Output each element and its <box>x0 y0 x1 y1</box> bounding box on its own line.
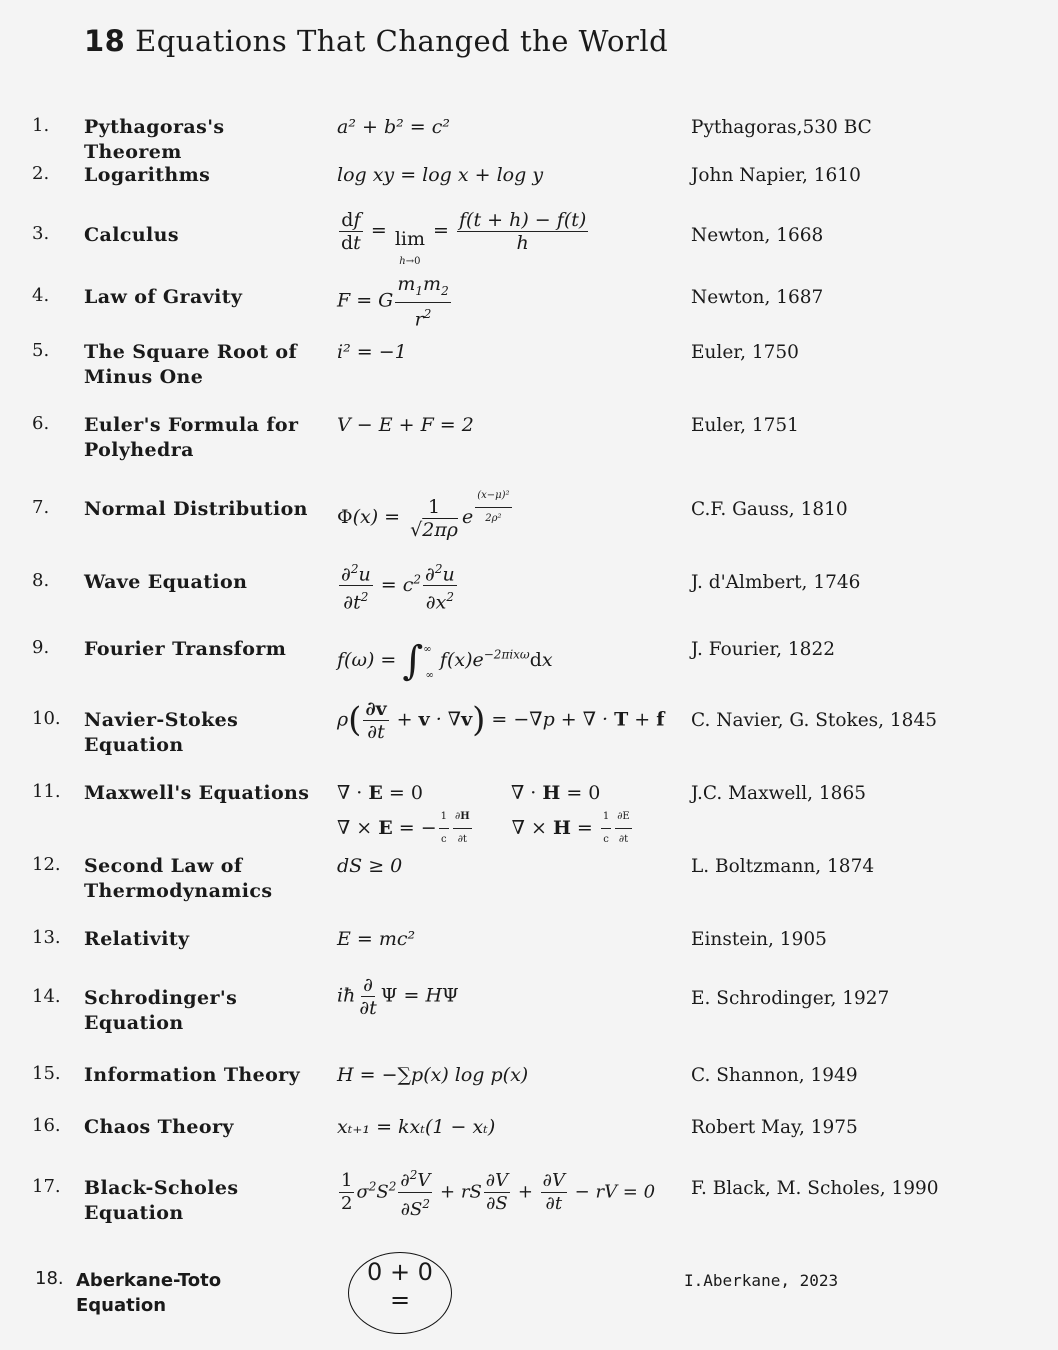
equation-formula: i² = −1 <box>337 341 407 363</box>
equation-credit: E. Schrodinger, 1927 <box>691 988 890 1009</box>
aberkane-toto-formula <box>348 1258 452 1314</box>
equation-credit: Robert May, 1975 <box>691 1117 858 1138</box>
equation-credit: Einstein, 1905 <box>691 929 827 950</box>
equation-formula: iħ $\frac{\partial}{\partial t}$ Ψ = HΨ <box>337 974 459 1019</box>
row-number: 18. <box>35 1268 64 1289</box>
equation-formula: dS ≥ 0 <box>337 855 403 877</box>
row-number: 17. <box>32 1176 61 1197</box>
equation-credit: Newton, 1687 <box>691 287 824 308</box>
equation-name: Relativity <box>84 928 190 950</box>
page-title <box>84 24 668 58</box>
equation-credit: J. Fourier, 1822 <box>691 639 835 660</box>
equation-formula: xₜ₊₁ = kxₜ(1 − xₜ) <box>337 1116 496 1138</box>
equation-credit: I.Aberkane, 2023 <box>684 1271 839 1290</box>
equation-credit: Pythagoras,530 BC <box>691 117 872 138</box>
equation-name: Aberkane-Toto Equation <box>76 1270 222 1316</box>
equation-name: Maxwell's Equations <box>84 782 310 804</box>
equation-credit: J. d'Almbert, 1746 <box>691 572 861 593</box>
row-number: 4. <box>32 285 50 306</box>
row-number: 9. <box>32 637 50 658</box>
row-number: 6. <box>32 413 50 434</box>
equation-name: Logarithms <box>84 164 211 186</box>
formula-top: 0 + 0 <box>367 1258 433 1286</box>
row-number: 1. <box>32 115 50 136</box>
equation-formula: $\frac{\partial^2u}{\partial t^2}$ = $c^2$ $\frac{\partial^2u}{\partial x^2}$ <box>337 558 459 614</box>
row-number: 11. <box>32 781 61 802</box>
row-number: 7. <box>32 497 50 518</box>
equation-credit: L. Boltzmann, 1874 <box>691 856 875 877</box>
equation-credit: C.F. Gauss, 1810 <box>691 499 848 520</box>
equation-formula: V − E + F = 2 <box>337 414 474 436</box>
equation-name: The Square Root of Minus One <box>84 341 298 388</box>
row-number: 14. <box>32 986 61 1007</box>
equation-name: Law of Gravity <box>84 286 243 308</box>
row-number: 16. <box>32 1115 61 1136</box>
equation-formula: $\frac{1}{2}$ $\sigma^2S^2$ $\frac{\partial^2V}{\partial S^2}$ + rS $\frac{\partial V}{\partial S}$ + $\frac{\partial V}{\partial t}$ − rV = 0 <box>337 1164 655 1221</box>
equation-formula: E = mc² <box>337 928 416 950</box>
equation-formula: $\frac{df}{dt}$ = lim h→0 = $\frac{f(t + h) - f(t)}{h}$ <box>341 209 587 267</box>
equation-formula: F = G $\frac{m_1m_2}{r^2}$ <box>337 273 449 331</box>
row-number: 5. <box>32 340 50 361</box>
formula-bottom: = <box>389 1286 411 1314</box>
equation-name: Wave Equation <box>84 571 248 593</box>
title-number: 18 <box>84 24 126 58</box>
equation-credit: Newton, 1668 <box>691 225 824 246</box>
row-number: 8. <box>32 570 50 591</box>
equation-name: Navier-Stokes Equation <box>84 709 239 756</box>
equation-formula: H = −∑p(x) log p(x) <box>337 1064 529 1086</box>
equation-formula: ∇ · E = 0 ∇ · H = 0 ∇ × E = − $\frac{1}{c}$ $\frac{\partial H}{\partial t}$ ∇ × H = $\frac{1}{c}$ $\frac{\partial E}{\partial t}$ <box>337 782 630 845</box>
equation-name: Euler's Formula for Polyhedra <box>84 414 299 461</box>
row-number: 12. <box>32 854 61 875</box>
equation-credit: F. Black, M. Scholes, 1990 <box>691 1178 939 1199</box>
equation-name: Second Law of Thermodynamics <box>84 855 273 902</box>
equation-credit: Euler, 1750 <box>691 342 799 363</box>
row-number: 3. <box>32 223 50 244</box>
equation-credit: Euler, 1751 <box>691 415 799 436</box>
equation-name: Schrodinger's Equation <box>84 987 238 1034</box>
row-number: 13. <box>32 927 61 948</box>
equation-formula: ρ( $\frac{\partial v}{\partial t}$ + v · ∇v) = −∇p + ∇ · T + f <box>337 698 665 743</box>
equation-formula: log xy = log x + log y <box>337 164 544 186</box>
equation-name: Fourier Transform <box>84 638 287 660</box>
row-number: 2. <box>32 163 50 184</box>
equation-name: Pythagoras's Theorem <box>84 116 225 163</box>
equation-name: Chaos Theory <box>84 1116 234 1138</box>
title-text: Equations That Changed the World <box>135 24 669 58</box>
equation-credit: John Napier, 1610 <box>691 165 861 186</box>
row-number: 15. <box>32 1063 61 1084</box>
equation-formula: a² + b² = c² <box>337 116 450 138</box>
equation-name: Information Theory <box>84 1064 301 1086</box>
equation-name: Calculus <box>84 224 179 246</box>
equation-credit: C. Navier, G. Stokes, 1845 <box>691 710 937 731</box>
equation-name: Normal Distribution <box>84 498 308 520</box>
equation-credit: C. Shannon, 1949 <box>691 1065 858 1086</box>
equation-name: Black-Scholes Equation <box>84 1177 239 1224</box>
row-number: 10. <box>32 708 61 729</box>
equation-formula: $f(\omega) = \int^\infty_\infty$ $f(x)e^{-2\pi ix\omega}dx$ <box>337 638 553 684</box>
equation-credit: J.C. Maxwell, 1865 <box>691 783 866 804</box>
equation-formula: Φ(x) = $\frac{1}{√2\pi\rho}$ e $^{\frac{\text{(x−μ)²}}{\text{2ρ²}}}$ <box>337 485 514 541</box>
